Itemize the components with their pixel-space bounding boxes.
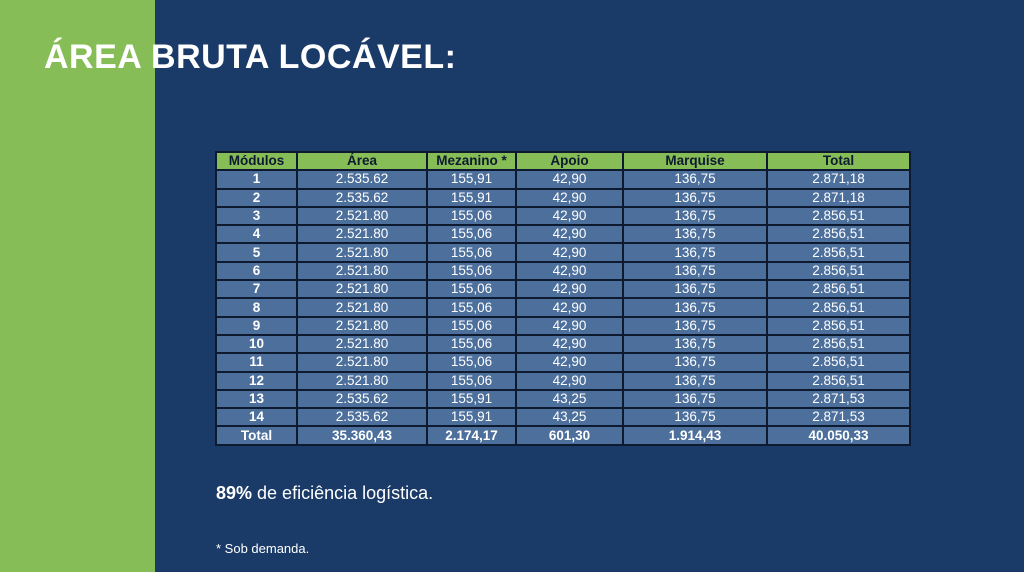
cell-area: 2.535.62	[297, 390, 427, 408]
cell-apoio: 42,90	[516, 262, 623, 280]
cell-mezanino: 155,06	[427, 353, 516, 371]
cell-modulo: 10	[216, 335, 297, 353]
table-row	[216, 225, 910, 243]
total-apoio: 601,30	[516, 426, 623, 444]
cell-mezanino: 155,06	[427, 298, 516, 316]
cell-area: 2.535.62	[297, 170, 427, 188]
cell-mezanino: 155,91	[427, 408, 516, 426]
total-total: 40.050,33	[767, 426, 910, 444]
table-header-row	[216, 152, 910, 170]
table-total-row	[216, 426, 910, 444]
cell-area: 2.521.80	[297, 262, 427, 280]
cell-modulo: 8	[216, 298, 297, 316]
cell-modulo: 11	[216, 353, 297, 371]
cell-mezanino: 155,06	[427, 225, 516, 243]
table-row	[216, 170, 910, 188]
cell-area: 2.521.80	[297, 207, 427, 225]
cell-marquise: 136,75	[623, 262, 767, 280]
cell-apoio: 42,90	[516, 225, 623, 243]
cell-area: 2.521.80	[297, 372, 427, 390]
area-table	[215, 151, 911, 446]
table-row	[216, 280, 910, 298]
total-area: 35.360,43	[297, 426, 427, 444]
cell-marquise: 136,75	[623, 390, 767, 408]
cell-marquise: 136,75	[623, 280, 767, 298]
cell-modulo: 7	[216, 280, 297, 298]
cell-modulo: 4	[216, 225, 297, 243]
cell-apoio: 42,90	[516, 353, 623, 371]
cell-total: 2.856,51	[767, 335, 910, 353]
table-row	[216, 317, 910, 335]
cell-apoio: 43,25	[516, 408, 623, 426]
table-row	[216, 408, 910, 426]
total-mezanino: 2.174,17	[427, 426, 516, 444]
cell-area: 2.535.62	[297, 408, 427, 426]
cell-marquise: 136,75	[623, 317, 767, 335]
total-marquise: 1.914,43	[623, 426, 767, 444]
table-row	[216, 207, 910, 225]
table-row	[216, 189, 910, 207]
cell-marquise: 136,75	[623, 353, 767, 371]
cell-marquise: 136,75	[623, 243, 767, 261]
cell-mezanino: 155,06	[427, 317, 516, 335]
cell-total: 2.856,51	[767, 298, 910, 316]
table-row	[216, 353, 910, 371]
cell-apoio: 42,90	[516, 335, 623, 353]
cell-total: 2.856,51	[767, 225, 910, 243]
table-row	[216, 372, 910, 390]
cell-total: 2.856,51	[767, 372, 910, 390]
cell-apoio: 42,90	[516, 372, 623, 390]
cell-total: 2.871,53	[767, 408, 910, 426]
cell-marquise: 136,75	[623, 372, 767, 390]
table-row	[216, 262, 910, 280]
table-row	[216, 243, 910, 261]
header-total: Total	[767, 152, 910, 170]
cell-marquise: 136,75	[623, 170, 767, 188]
cell-total: 2.856,51	[767, 280, 910, 298]
cell-total: 2.856,51	[767, 243, 910, 261]
cell-apoio: 42,90	[516, 207, 623, 225]
cell-total: 2.856,51	[767, 207, 910, 225]
cell-modulo: 14	[216, 408, 297, 426]
green-side-bar	[0, 0, 155, 572]
header-marquise: Marquise	[623, 152, 767, 170]
cell-apoio: 42,90	[516, 317, 623, 335]
cell-marquise: 136,75	[623, 207, 767, 225]
efficiency-line	[216, 483, 433, 504]
cell-total: 2.871,18	[767, 189, 910, 207]
efficiency-text: de eficiência logística.	[252, 483, 434, 503]
cell-total: 2.871,18	[767, 170, 910, 188]
cell-total: 2.856,51	[767, 262, 910, 280]
header-area: Área	[297, 152, 427, 170]
cell-apoio: 43,25	[516, 390, 623, 408]
cell-mezanino: 155,06	[427, 262, 516, 280]
cell-area: 2.521.80	[297, 243, 427, 261]
cell-apoio: 42,90	[516, 298, 623, 316]
cell-modulo: 1	[216, 170, 297, 188]
cell-modulo: 13	[216, 390, 297, 408]
slide-title: ÁREA BRUTA LOCÁVEL:	[44, 38, 457, 76]
cell-apoio: 42,90	[516, 170, 623, 188]
cell-total: 2.856,51	[767, 353, 910, 371]
cell-marquise: 136,75	[623, 335, 767, 353]
cell-marquise: 136,75	[623, 189, 767, 207]
table-row	[216, 390, 910, 408]
cell-apoio: 42,90	[516, 189, 623, 207]
cell-mezanino: 155,06	[427, 335, 516, 353]
header-modulos: Módulos	[216, 152, 297, 170]
cell-area: 2.521.80	[297, 225, 427, 243]
cell-mezanino: 155,91	[427, 189, 516, 207]
table-row	[216, 298, 910, 316]
cell-mezanino: 155,06	[427, 207, 516, 225]
cell-marquise: 136,75	[623, 408, 767, 426]
cell-area: 2.535.62	[297, 189, 427, 207]
cell-mezanino: 155,06	[427, 280, 516, 298]
cell-modulo: 3	[216, 207, 297, 225]
cell-area: 2.521.80	[297, 335, 427, 353]
table-row	[216, 335, 910, 353]
cell-area: 2.521.80	[297, 317, 427, 335]
cell-apoio: 42,90	[516, 243, 623, 261]
cell-mezanino: 155,91	[427, 390, 516, 408]
cell-total: 2.856,51	[767, 317, 910, 335]
efficiency-value: 89%	[216, 483, 253, 503]
cell-modulo: 12	[216, 372, 297, 390]
footnote: * Sob demanda.	[216, 541, 310, 556]
cell-area: 2.521.80	[297, 280, 427, 298]
cell-total: 2.871,53	[767, 390, 910, 408]
total-label: Total	[216, 426, 297, 444]
cell-area: 2.521.80	[297, 298, 427, 316]
header-apoio: Apoio	[516, 152, 623, 170]
cell-modulo: 9	[216, 317, 297, 335]
cell-modulo: 5	[216, 243, 297, 261]
cell-mezanino: 155,06	[427, 243, 516, 261]
cell-mezanino: 155,91	[427, 170, 516, 188]
cell-area: 2.521.80	[297, 353, 427, 371]
cell-marquise: 136,75	[623, 298, 767, 316]
cell-modulo: 2	[216, 189, 297, 207]
header-mezanino: Mezanino *	[427, 152, 516, 170]
cell-apoio: 42,90	[516, 280, 623, 298]
cell-mezanino: 155,06	[427, 372, 516, 390]
cell-modulo: 6	[216, 262, 297, 280]
cell-marquise: 136,75	[623, 225, 767, 243]
